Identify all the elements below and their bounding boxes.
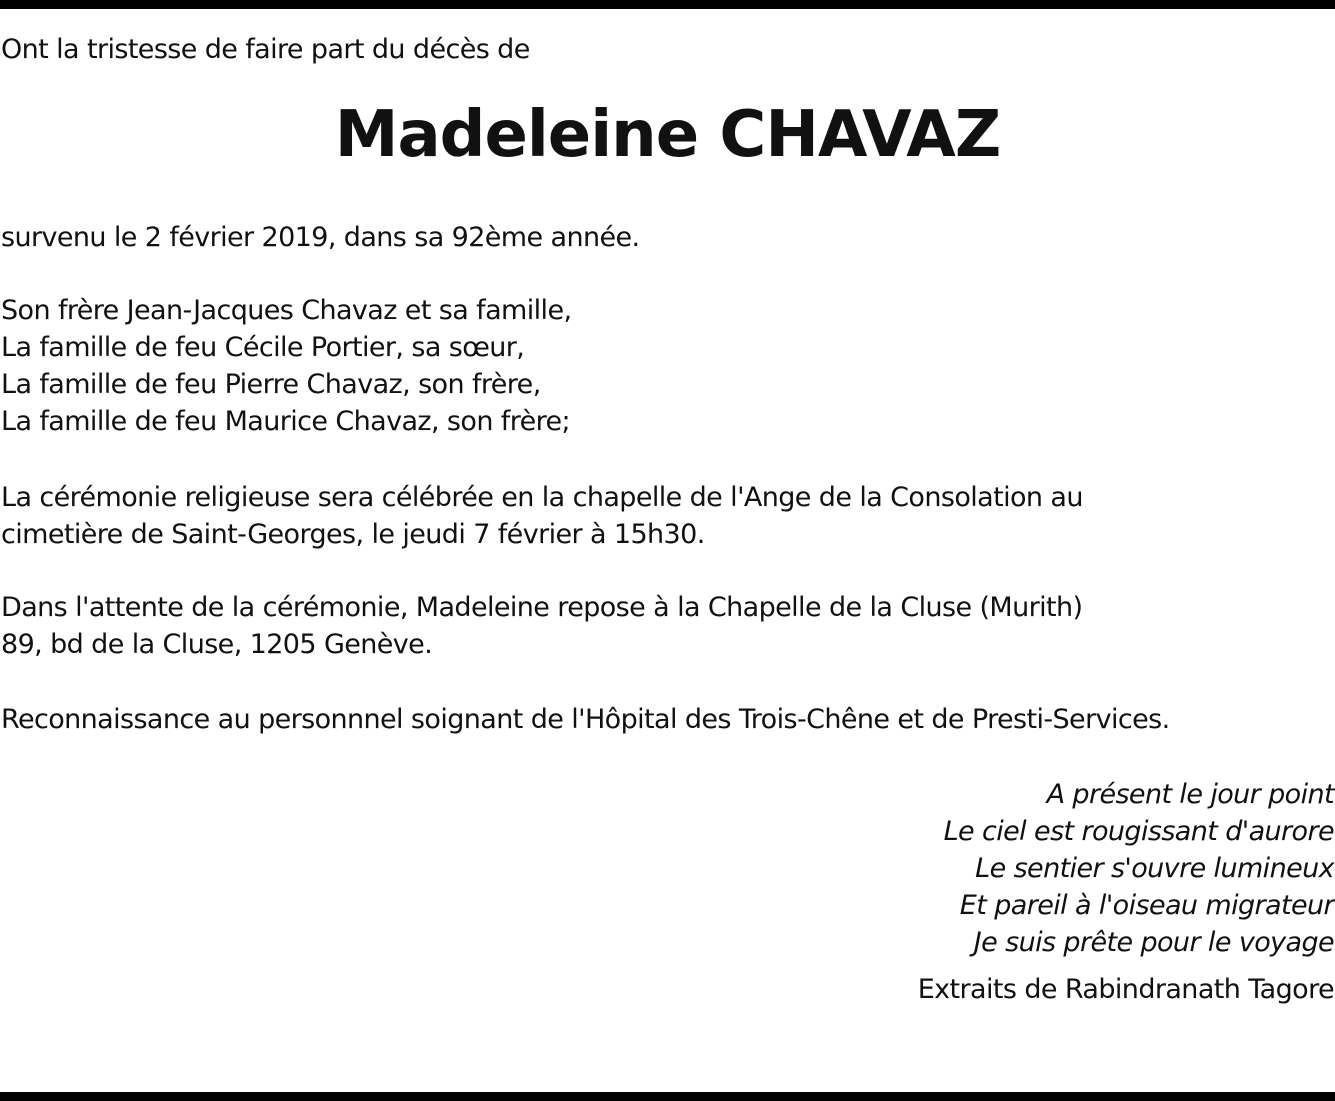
family-line: La famille de feu Cécile Portier, sa sœur, (1, 332, 525, 363)
ceremony-line: La cérémonie religieuse sera célébrée en la chapelle de l'Ange de la Consolation au (1, 482, 1083, 513)
top-border (0, 0, 1335, 9)
thanks-line: Reconnaissance au personnnel soignant de l'Hôpital des Trois-Chêne et de Presti-Services. (1, 704, 1170, 735)
family-line: Son frère Jean-Jacques Chavaz et sa famille, (1, 295, 572, 326)
family-line: La famille de feu Maurice Chavaz, son frère; (1, 406, 571, 437)
poem-line: Le ciel est rougissant d'aurore (943, 816, 1334, 847)
deceased-name: Madeleine CHAVAZ (334, 98, 1001, 172)
ceremony-line: cimetière de Saint-Georges, le jeudi 7 février à 15h30. (1, 519, 705, 550)
poem-line: Et pareil à l'oiseau migrateur (959, 890, 1334, 921)
bottom-border (0, 1092, 1335, 1101)
poem-line: A présent le jour point (1046, 779, 1334, 810)
date-line: survenu le 2 février 2019, dans sa 92ème année. (1, 222, 640, 253)
poem-line: Le sentier s'ouvre lumineux (975, 853, 1334, 884)
rest-line: Dans l'attente de la cérémonie, Madeleine repose à la Chapelle de la Cluse (Murith) (1, 592, 1083, 623)
rest-line: 89, bd de la Cluse, 1205 Genève. (1, 629, 433, 660)
family-line: La famille de feu Pierre Chavaz, son frère, (1, 369, 541, 400)
poem-line: Je suis prête pour le voyage (973, 927, 1334, 958)
poem-attribution: Extraits de Rabindranath Tagore (917, 974, 1334, 1005)
intro-text: Ont la tristesse de faire part du décès de (1, 34, 530, 65)
